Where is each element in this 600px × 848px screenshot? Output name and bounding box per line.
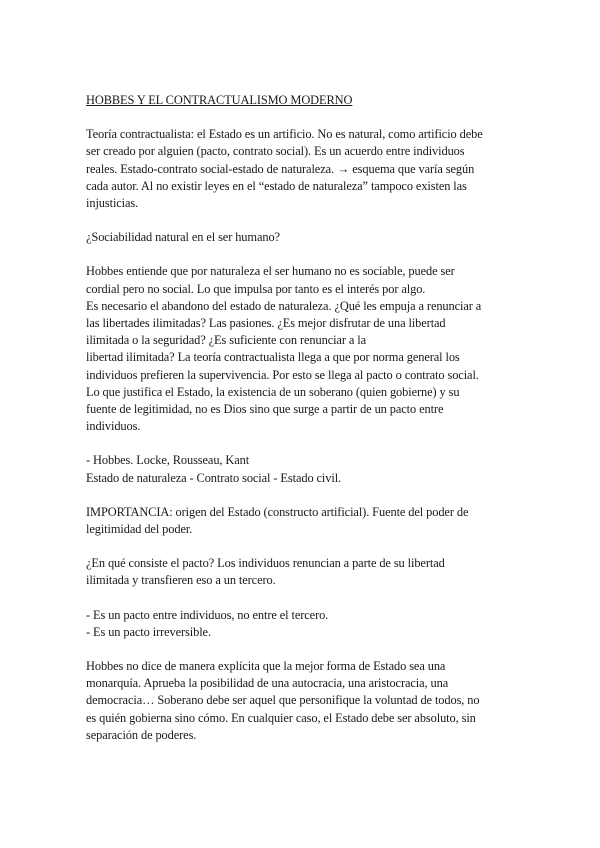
paragraph-line: ¿En qué consiste el pacto? Los individuos renuncian a parte de su libertad [86, 556, 445, 571]
paragraph-line: cordial pero no social. Lo que impulsa por tanto es el interés por algo. [86, 281, 426, 296]
paragraph-line: ilimitada y transfieren eso a un tercero. [86, 573, 276, 588]
paragraph-pact-features [86, 607, 518, 641]
paragraph-line: Hobbes no dice de manera explícita que la mejor forma de Estado sea una [86, 659, 446, 674]
paragraph-line: individuos prefieren la supervivencia. Por esto se llega al pacto o contrato social. [86, 367, 479, 382]
paragraph-line: injusticias. [86, 196, 139, 211]
paragraph-line: monarquía. Aprueba la posibilidad de una autocracia, una aristocracia, una [86, 676, 449, 691]
paragraph-line: libertad ilimitada? La teoría contractualista llega a que por norma general los [86, 350, 460, 365]
paragraph-line: separación de poderes. [86, 727, 197, 742]
paragraph-line: ¿Sociabilidad natural en el ser humano? [86, 230, 280, 245]
paragraph-line: Hobbes entiende que por naturaleza el ser humano no es sociable, puede ser [86, 264, 455, 279]
paragraph-line: Estado de naturaleza - Contrato social - Estado civil. [86, 470, 342, 485]
paragraph-state-forms [86, 658, 518, 744]
paragraph-question-sociability [86, 229, 518, 246]
paragraph-definition [86, 126, 518, 212]
paragraph-line: reales. Estado-contrato social-estado de naturaleza. → esquema que varía según [86, 161, 475, 176]
paragraph-importance [86, 504, 518, 538]
paragraph-line: - Es un pacto irreversible. [86, 624, 211, 639]
paragraph-line: Es necesario el abandono del estado de naturaleza. ¿Qué les empuja a renunciar a [86, 298, 482, 313]
paragraph-line: Lo que justifica el Estado, la existencia de un soberano (quien gobierne) y su [86, 384, 460, 399]
paragraph-line: Teoría contractualista: el Estado es un artificio. No es natural, como artificio debe [86, 127, 483, 142]
paragraph-line: ser creado por alguien (pacto, contrato social). Es un acuerdo entre individuos [86, 144, 465, 159]
document-title: HOBBES Y EL CONTRACTUALISMO MODERNO [86, 93, 353, 107]
paragraph-line: ilimitada o la seguridad? ¿Es suficiente con renunciar a la [86, 333, 366, 348]
document-body [86, 92, 518, 761]
paragraph-line: las libertades ilimitadas? Las pasiones. ¿Es mejor disfrutar de una libertad [86, 316, 446, 331]
paragraph-line: - Hobbes. Locke, Rousseau, Kant [86, 453, 250, 468]
paragraph-line: fuente de legitimidad, no es Dios sino que surge a partir de un pacto entre [86, 402, 444, 417]
paragraph-line: individuos. [86, 419, 141, 434]
paragraph-line: IMPORTANCIA: origen del Estado (constructo artificial). Fuente del poder de [86, 504, 469, 519]
paragraph-line: cada autor. Al no existir leyes en el “estado de naturaleza” tampoco existen las [86, 178, 467, 193]
paragraph-line: democracia… Soberano debe ser aquel que personifique la voluntad de todos, no [86, 693, 480, 708]
paragraph-line: legitimidad del poder. [86, 522, 193, 537]
paragraph-line: - Es un pacto entre individuos, no entre el tercero. [86, 607, 329, 622]
paragraph-pact-question [86, 555, 518, 589]
paragraph-hobbes-nature [86, 263, 518, 435]
paragraph-line: es quién gobierna sino cómo. En cualquier caso, el Estado debe ser absoluto, sin [86, 710, 476, 725]
paragraph-authors [86, 452, 518, 486]
